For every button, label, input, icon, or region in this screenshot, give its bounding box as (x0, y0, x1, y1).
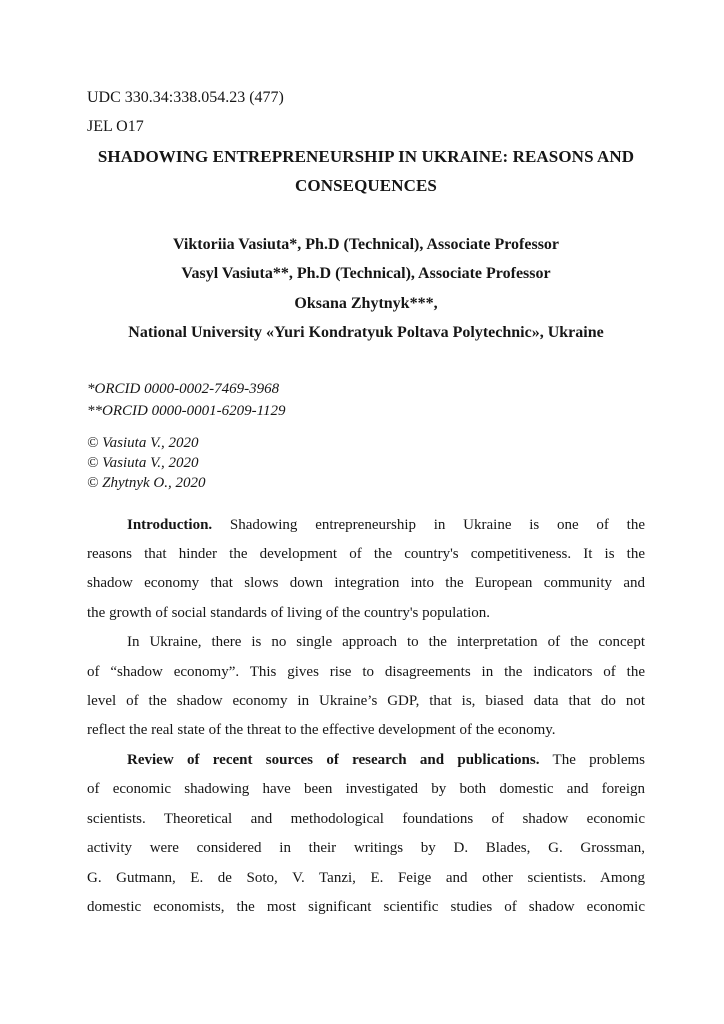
body-line: shadow economy that slows down integration into the European community and (87, 575, 645, 592)
body-line: of economic shadowing have been investigated by both domestic and foreign (87, 781, 645, 798)
jel-line: JEL O17 (87, 118, 144, 136)
affiliation-line: National University «Yuri Kondratyuk Poltava Polytechnic», Ukraine (128, 324, 604, 342)
body-text (87, 511, 645, 923)
spacer (87, 201, 645, 230)
paper-title-line-2: CONSEQUENCES (295, 176, 437, 196)
copyright-block (87, 433, 645, 493)
paragraph-lead-review: Review of recent sources of research and publications. (127, 751, 540, 768)
author-line-2: Vasyl Vasiuta**, Ph.D (Technical), Associate Professor (181, 265, 551, 283)
body-line: scientists. Theoretical and methodological foundations of shadow economic (87, 810, 645, 827)
paper-title-line-1: SHADOWING ENTREPRENEURSHIP IN UKRAINE: REASONS AND (97, 146, 635, 166)
body-line: of “shadow economy”. This gives rise to disagreements in the indicators of the (87, 663, 645, 680)
orcid-line-1: *ORCID 0000-0002-7469-3968 (87, 380, 280, 397)
author-line-3: Oksana Zhytnyk***, (294, 294, 438, 312)
body-line: In Ukraine, there is no single approach to the interpretation of the concept (127, 634, 645, 651)
body-line-text: Shadowing entrepreneurship in Ukraine is one of the (212, 516, 645, 533)
copyright-line-3: © Zhytnyk O., 2020 (87, 474, 206, 491)
udc-line: UDC 330.34:338.054.23 (477) (87, 89, 284, 106)
body-line: the growth of social standards of living of the country's population. (87, 604, 491, 621)
orcid-line-2: **ORCID 0000-0001-6209-1129 (87, 402, 286, 419)
body-line-text: The problems (539, 751, 646, 768)
orcid-block (87, 378, 645, 422)
body-line: level of the shadow economy in Ukraine’s GDP, that is, biased data that do not (87, 693, 645, 710)
body-line: reflect the real state of the threat to the effective development of the economy. (87, 722, 556, 739)
body-line: reasons that hinder the development of the country's competitiveness. It is the (87, 546, 645, 563)
copyright-line-1: © Vasiuta V., 2020 (87, 434, 199, 451)
body-line: domestic economists, the most significant scientific studies of shadow economic (87, 898, 645, 915)
body-line: activity were considered in their writings by D. Blades, G. Grossman, (87, 840, 645, 857)
body-line (87, 746, 645, 775)
copyright-line-2: © Vasiuta V., 2020 (87, 454, 199, 471)
author-line-1: Viktoriia Vasiuta*, Ph.D (Technical), Associate Professor (172, 236, 560, 254)
body-line (87, 511, 645, 540)
paragraph-lead-introduction: Introduction. (127, 516, 213, 533)
body-line: G. Gutmann, E. de Soto, V. Tanzi, E. Feige and other scientists. Among (87, 869, 645, 886)
